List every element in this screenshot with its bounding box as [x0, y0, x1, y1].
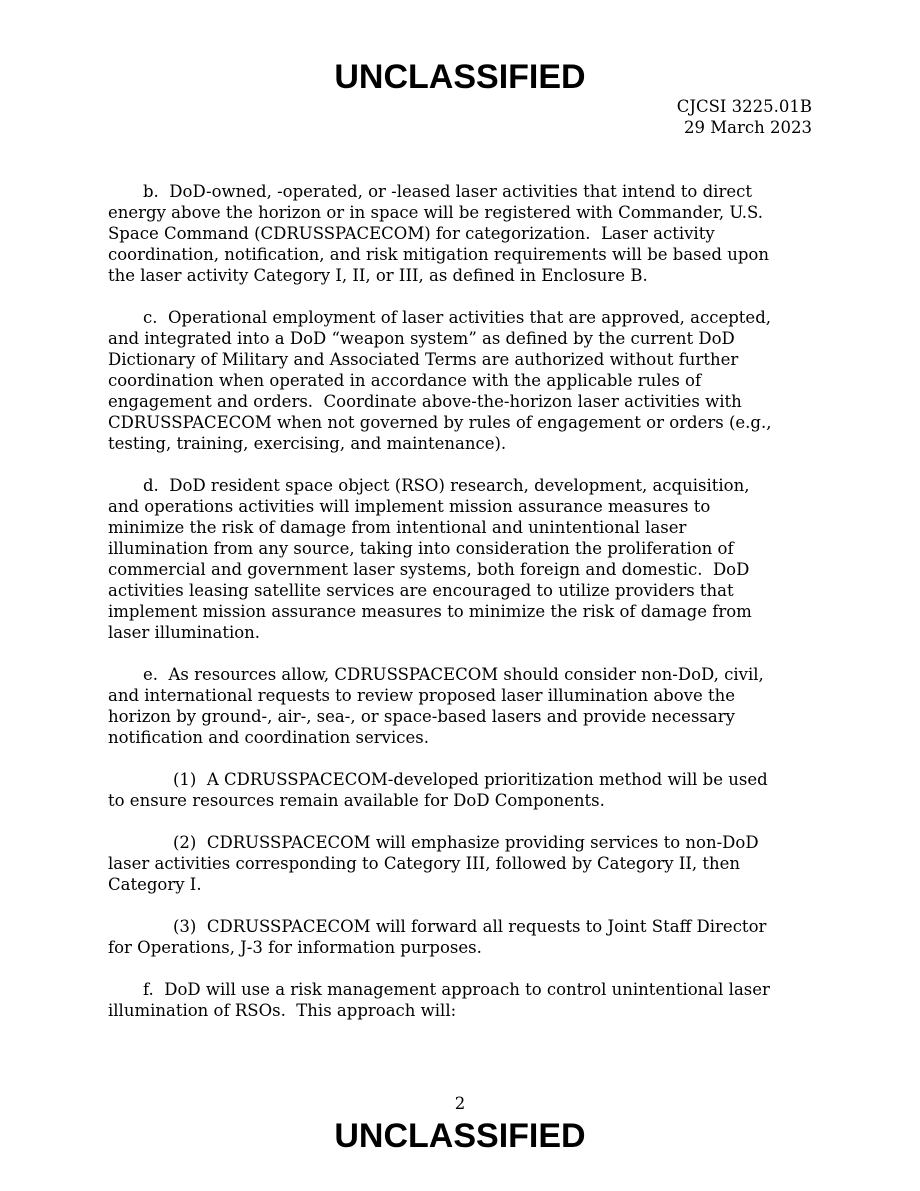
document-date: 29 March 2023 — [684, 118, 812, 137]
paragraph-line: and integrated into a DoD “weapon system” as defined by the current DoD — [108, 329, 735, 348]
paragraph-line: Dictionary of Military and Associated Terms are authorized without further — [108, 350, 739, 369]
classification-banner-top: UNCLASSIFIED — [334, 58, 586, 96]
classification-banner-bottom: UNCLASSIFIED — [334, 1117, 586, 1155]
subparagraph-e2 — [108, 832, 812, 895]
paragraph-line: coordination, notification, and risk mitigation requirements will be based upon — [108, 245, 769, 264]
paragraph-line: horizon by ground-, air-, sea-, or space-based lasers and provide necessary — [108, 707, 735, 726]
paragraph-line: engagement and orders. Coordinate above-the-horizon laser activities with — [108, 392, 742, 411]
paragraph-line: to ensure resources remain available for DoD Components. — [108, 791, 605, 810]
paragraph-f — [108, 979, 812, 1021]
paragraph-line: (1) A CDRUSSPACECOM-developed prioritization method will be used — [173, 770, 768, 789]
page-number: 2 — [454, 1094, 466, 1113]
document-id: CJCSI 3225.01B — [676, 97, 812, 116]
paragraph-line: Category I. — [108, 875, 202, 894]
paragraph-line: implement mission assurance measures to minimize the risk of damage from — [108, 602, 752, 621]
paragraph-line: laser activities corresponding to Category III, followed by Category II, then — [108, 854, 741, 873]
paragraph-line: for Operations, J-3 for information purposes. — [108, 938, 482, 957]
paragraph-d — [108, 475, 812, 643]
paragraph-line: illumination of RSOs. This approach will: — [108, 1001, 457, 1020]
paragraph-line: activities leasing satellite services are encouraged to utilize providers that — [108, 581, 734, 600]
paragraph-line: and operations activities will implement mission assurance measures to — [108, 497, 711, 516]
paragraph-line: b. DoD-owned, -operated, or -leased laser activities that intend to direct — [143, 182, 752, 201]
paragraph-line: c. Operational employment of laser activities that are approved, accepted, — [143, 308, 772, 327]
document-header — [677, 96, 812, 138]
paragraph-line: Space Command (CDRUSSPACECOM) for categorization. Laser activity — [108, 224, 715, 243]
paragraph-c — [108, 307, 812, 454]
paragraph-line: (2) CDRUSSPACECOM will emphasize providing services to non-DoD — [173, 833, 759, 852]
paragraph-line: CDRUSSPACECOM when not governed by rules of engagement or orders (e.g., — [108, 413, 772, 432]
paragraph-line: e. As resources allow, CDRUSSPACECOM should consider non-DoD, civil, — [143, 665, 764, 684]
paragraph-line: notification and coordination services. — [108, 728, 429, 747]
document-body — [108, 181, 812, 1042]
subparagraph-e3 — [108, 916, 812, 958]
paragraph-line: laser illumination. — [108, 623, 261, 642]
paragraph-b — [108, 181, 812, 286]
paragraph-line: energy above the horizon or in space will be registered with Commander, U.S. — [108, 203, 763, 222]
subparagraph-e1 — [108, 769, 812, 811]
paragraph-line: the laser activity Category I, II, or III, as defined in Enclosure B. — [108, 266, 648, 285]
paragraph-line: (3) CDRUSSPACECOM will forward all requests to Joint Staff Director — [173, 917, 767, 936]
paragraph-line: and international requests to review proposed laser illumination above the — [108, 686, 735, 705]
paragraph-line: coordination when operated in accordance with the applicable rules of — [108, 371, 702, 390]
paragraph-line: minimize the risk of damage from intentional and unintentional laser — [108, 518, 687, 537]
paragraph-line: d. DoD resident space object (RSO) research, development, acquisition, — [143, 476, 750, 495]
paragraph-line: f. DoD will use a risk management approach to control unintentional laser — [143, 980, 770, 999]
paragraph-e — [108, 664, 812, 748]
paragraph-line: illumination from any source, taking into consideration the proliferation of — [108, 539, 734, 558]
paragraph-line: testing, training, exercising, and maintenance). — [108, 434, 507, 453]
paragraph-line: commercial and government laser systems, both foreign and domestic. DoD — [108, 560, 750, 579]
